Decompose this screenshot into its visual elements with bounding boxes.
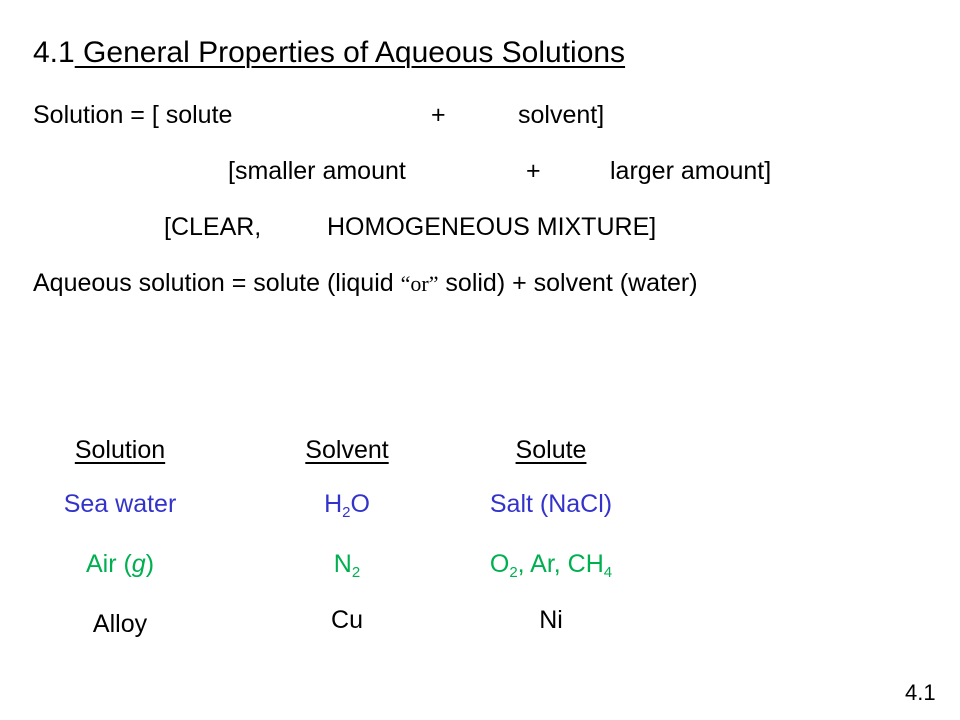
aqueous-prefix: Aqueous solution = solute (liquid xyxy=(33,269,401,297)
aqueous-suffix: solid) + solvent (water) xyxy=(438,269,698,297)
formula-o: O xyxy=(489,550,510,578)
formula-base: N xyxy=(333,550,352,578)
row-seawater-solvent xyxy=(324,490,370,521)
header-solution: Solution xyxy=(74,436,166,464)
slide-number: 4.1 xyxy=(905,680,936,705)
row-air-solute xyxy=(489,550,613,581)
amount-plus: + xyxy=(526,157,541,185)
air-phase: g xyxy=(131,550,146,578)
header-solvent: Solvent xyxy=(305,436,389,464)
row-seawater-solution: Sea water xyxy=(63,490,177,518)
formula-subscript: 2 xyxy=(509,564,518,581)
air-label: Air ( xyxy=(85,550,132,578)
amount-larger: larger amount] xyxy=(610,157,772,185)
mixture-clear: [CLEAR, xyxy=(164,213,262,241)
air-close: ) xyxy=(145,550,155,578)
formula-ar-ch: , Ar, CH xyxy=(517,550,604,578)
title-text: General Properties of Aqueous Solutions xyxy=(74,36,626,69)
solution-definition-solvent: solvent] xyxy=(518,101,605,129)
solution-definition-plus: + xyxy=(431,101,446,129)
row-alloy-solute: Ni xyxy=(539,606,563,634)
row-seawater-solute: Salt (NaCl) xyxy=(489,490,613,518)
slide-title xyxy=(33,38,625,68)
title-number: 4.1 xyxy=(33,36,75,69)
open-quote: “ xyxy=(400,271,411,296)
mixture-homogeneous: HOMOGENEOUS MIXTURE] xyxy=(327,213,657,241)
solution-definition-label: Solution = [ solute xyxy=(33,101,233,129)
aqueous-solution-definition xyxy=(33,271,698,296)
formula-subscript: 2 xyxy=(351,564,361,581)
row-alloy-solution: Alloy xyxy=(92,610,148,638)
row-air-solvent xyxy=(333,550,361,581)
formula-rest: O xyxy=(350,490,370,518)
row-air-solution xyxy=(86,552,154,577)
formula-subscript: 2 xyxy=(342,504,351,521)
amount-smaller: [smaller amount xyxy=(228,157,406,185)
aqueous-or: or xyxy=(410,271,429,296)
row-alloy-solvent: Cu xyxy=(331,606,363,634)
close-quote: ” xyxy=(428,271,439,296)
header-solute: Solute xyxy=(515,436,587,464)
formula-base: H xyxy=(324,490,343,518)
formula-subscript: 4 xyxy=(603,564,613,581)
